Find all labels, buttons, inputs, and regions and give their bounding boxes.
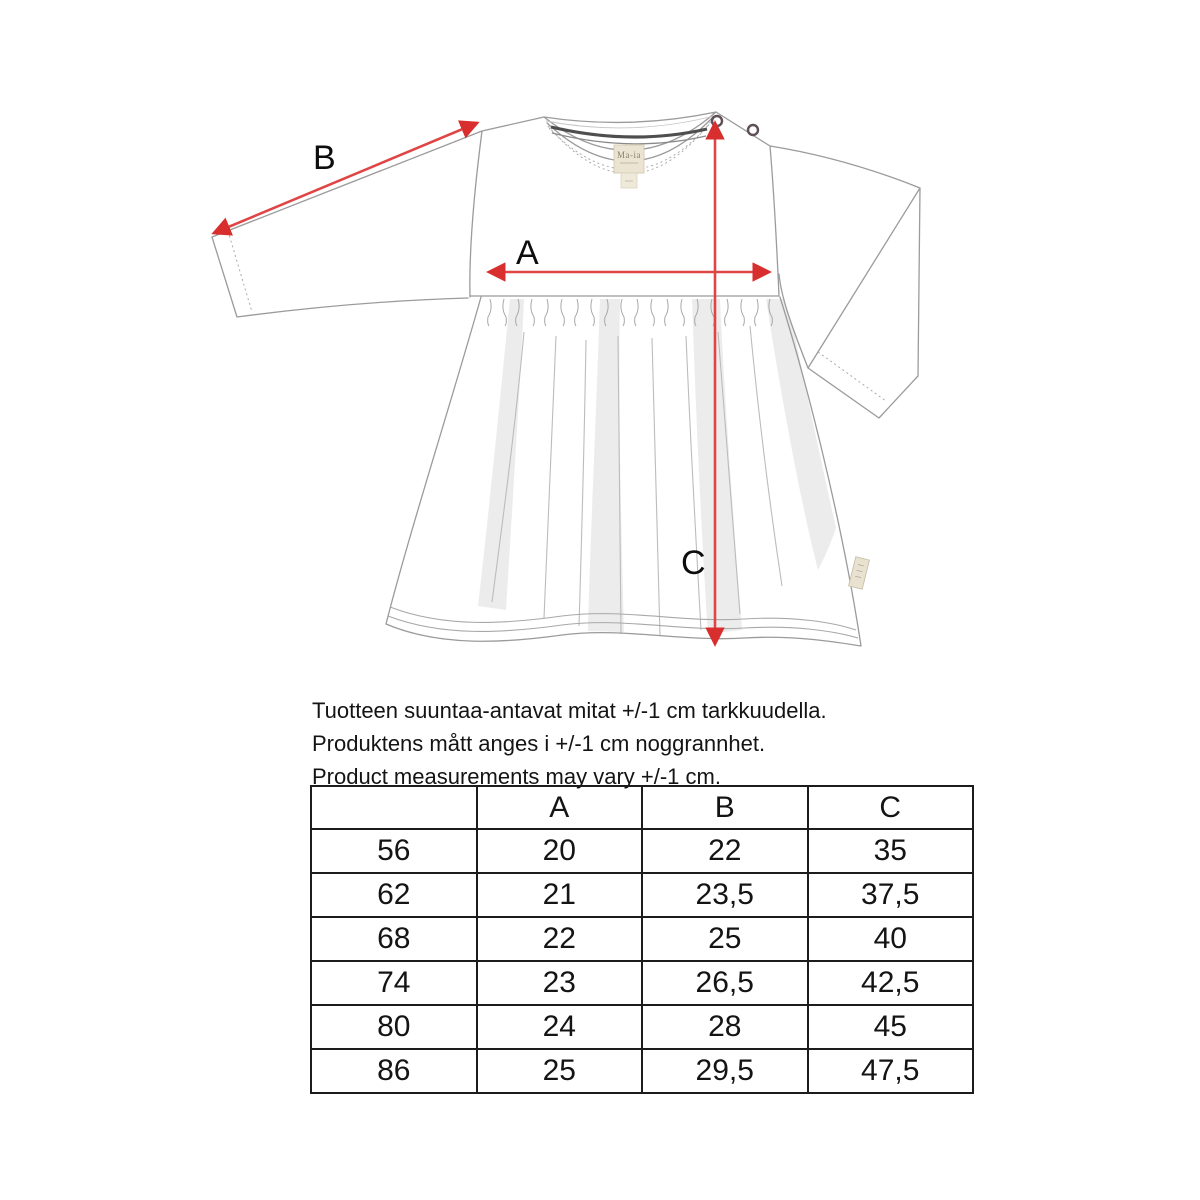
- table-header-row: [311, 786, 973, 829]
- header-cell-a: A: [477, 786, 643, 829]
- value-cell-c: 45: [808, 1005, 974, 1049]
- size-cell: 74: [311, 961, 477, 1005]
- value-cell-a: 21: [477, 873, 643, 917]
- value-cell-c: 35: [808, 829, 974, 873]
- shoulder-snap-2: [748, 125, 758, 135]
- size-cell: 56: [311, 829, 477, 873]
- measurement-notes: [312, 694, 972, 793]
- left-sleeve-shape: [212, 131, 482, 317]
- value-cell-b: 26,5: [642, 961, 808, 1005]
- value-cell-a: 22: [477, 917, 643, 961]
- value-cell-b: 29,5: [642, 1049, 808, 1093]
- measure-label-c: C: [681, 544, 706, 582]
- table-row: [311, 829, 973, 873]
- value-cell-a: 20: [477, 829, 643, 873]
- size-cell: 68: [311, 917, 477, 961]
- measure-label-a: A: [516, 234, 539, 272]
- table-row: [311, 873, 973, 917]
- size-cell: 62: [311, 873, 477, 917]
- value-cell-c: 37,5: [808, 873, 974, 917]
- table-row: [311, 1049, 973, 1093]
- note-swedish: Produktens mått anges i +/-1 cm noggrannhet.: [312, 731, 766, 756]
- table-row: [311, 961, 973, 1005]
- value-cell-b: 25: [642, 917, 808, 961]
- dress-drawing: [212, 112, 920, 646]
- value-cell-c: 40: [808, 917, 974, 961]
- header-cell-size: [311, 786, 477, 829]
- shoulder-snap-1: [712, 116, 722, 126]
- value-cell-b: 28: [642, 1005, 808, 1049]
- measure-label-b: B: [313, 139, 336, 177]
- table-row: [311, 917, 973, 961]
- value-cell-b: 23,5: [642, 873, 808, 917]
- header-cell-c: C: [808, 786, 974, 829]
- header-cell-b: B: [642, 786, 808, 829]
- table-row: [311, 1005, 973, 1049]
- size-cell: 86: [311, 1049, 477, 1093]
- note-english: Product measurements may vary +/-1 cm.: [312, 764, 721, 789]
- side-seam-tag: [849, 557, 870, 589]
- value-cell-c: 47,5: [808, 1049, 974, 1093]
- size-table: [310, 785, 974, 1094]
- size-cell: 80: [311, 1005, 477, 1049]
- value-cell-a: 23: [477, 961, 643, 1005]
- value-cell-b: 22: [642, 829, 808, 873]
- note-finnish: Tuotteen suuntaa-antavat mitat +/-1 cm tarkkuudella.: [312, 698, 827, 723]
- value-cell-a: 25: [477, 1049, 643, 1093]
- value-cell-c: 42,5: [808, 961, 974, 1005]
- brand-neck-label-text: Ma-ia: [617, 150, 641, 160]
- value-cell-a: 24: [477, 1005, 643, 1049]
